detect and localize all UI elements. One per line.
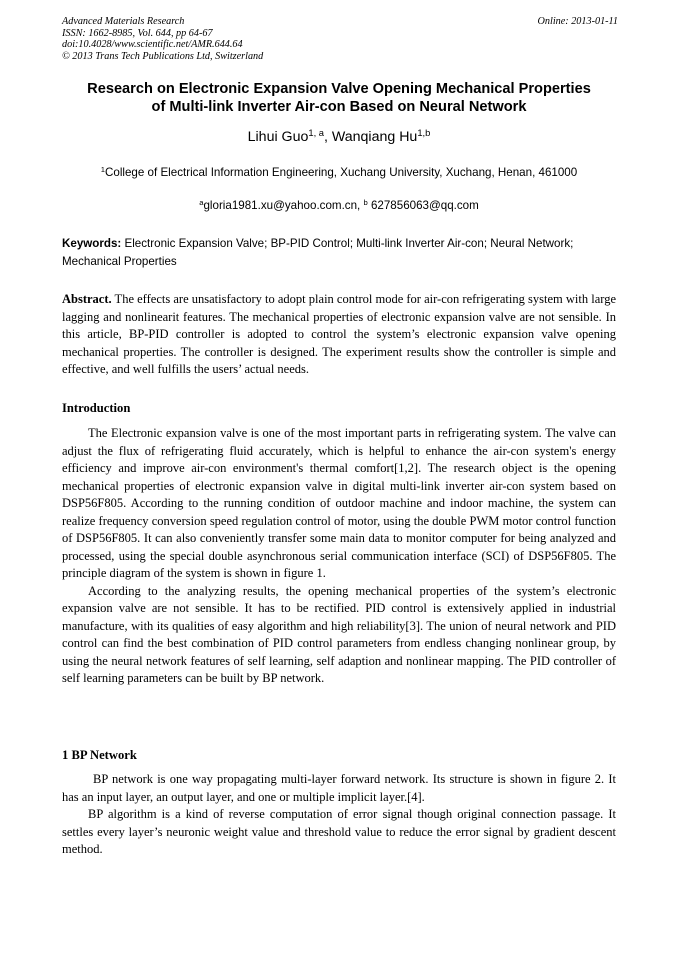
introduction-paragraph-1: The Electronic expansion valve is one of the most important parts in refrigerating system. The valve can adjust the flux of refrigerating fluid accurately, which is helpful to enhance the air-con system's energy efficiency and improve air-con environment's thermal comfort[1,2]. The research object is the opening mechanical properties of electronic expansion valve in digital multi-link inverter air-con system based on DSP56F805. According to the running condition of outdoor machine and indoor machine, the system can realize frequency conversion speed regulation control of motor, using the double PWM motor control function of DSP56F805. It can also conveniently transfer some main data to monitor computer for being analyzed and processed, using the special double asynchronous serial communication interface (SCI) of DSP56F805. The principle diagram of the system is shown in figure 1. [62,426,616,580]
journal-header [62,16,618,62]
paper-title [40,80,638,116]
email-a-marker: a [199,197,204,207]
affiliation-marker: 1 [100,164,106,174]
introduction-heading: Introduction [62,401,131,415]
introduction-body [62,425,616,688]
email-b: 627856063@qq.com [367,199,479,212]
bp-network-paragraph-1: BP network is one way propagating multi-layer forward network. Its structure is shown in figure 2. It has an input layer, an output layer, and one or multiple implicit layer.[4]. [62,772,616,804]
author-2-name: Wanqiang Hu [331,129,418,145]
bp-network-paragraph-2: BP algorithm is a kind of reverse computation of error signal though original connection passage. It settles every layer’s neuronic weight value and threshold value to reduce the error signal by gradient descent method. [62,807,616,856]
keywords-text: Electronic Expansion Valve; BP-PID Control; Multi-link Inverter Air-con; Neural Network; Mechanical Properties [62,237,574,268]
keywords [62,235,618,271]
affiliation-text: College of Electrical Information Engineering, Xuchang University, Xuchang, Henan, 461000 [105,166,578,179]
journal-issn: ISSN: 1662-8985, Vol. 644, pp 64-67 [62,27,213,39]
bp-network-heading: 1 BP Network [62,748,137,762]
author-1-affiliation: 1, a [308,127,324,138]
title-line-1: Research on Electronic Expansion Valve Opening Mechanical Properties [87,81,591,97]
email-b-marker: b [363,197,368,207]
introduction-paragraph-2: According to the analyzing results, the opening mechanical properties of the system’s electronic expansion valve are not sensible. It has to be rectified. PID control is extensively applied in industrial manufacture, with its qualities of easy algorithm and high reliability[3]. The union of neural network and PID control can find the best combination of PID control parameters from endless changing nonlinear group, by using the neural network features of self learning, self adaption and nonlinear mapping. The PID controller of self learning parameters can be built by BP network. [62,583,616,685]
author-emails [40,198,638,214]
affiliation [40,165,638,181]
bp-network-body [62,771,616,859]
author-list [40,128,638,146]
title-line-2: of Multi-link Inverter Air-con Based on Neural Network [151,99,527,115]
keywords-label: Keywords: [62,237,122,250]
journal-copyright: © 2013 Trans Tech Publications Ltd, Switzerland [62,50,264,62]
email-a: gloria1981.xu@yahoo.com.cn, [203,199,364,212]
journal-name: Advanced Materials Research [62,16,185,27]
online-date: Online: 2013-01-11 [537,16,618,27]
journal-doi: doi:10.4028/www.scientific.net/AMR.644.64 [62,39,243,50]
abstract-text: The effects are unsatisfactory to adopt plain control mode for air-con refrigerating system with large lagging and nonlinearit features. The mechanical properties of electronic expansion valve are not sensible. In this article, BP-PID controller is adopted to control the system’s electronic expansion valve opening mechanical properties. The controller is designed. The experiment results show the controller is simple and effective, and well fulfills the users’ actual needs. [62,292,616,376]
author-1-name: Lihui Guo [247,129,309,145]
abstract-label: Abstract. [62,292,112,306]
abstract [62,291,616,379]
author-separator: , [324,129,332,145]
author-2-affiliation: 1,b [417,127,431,138]
